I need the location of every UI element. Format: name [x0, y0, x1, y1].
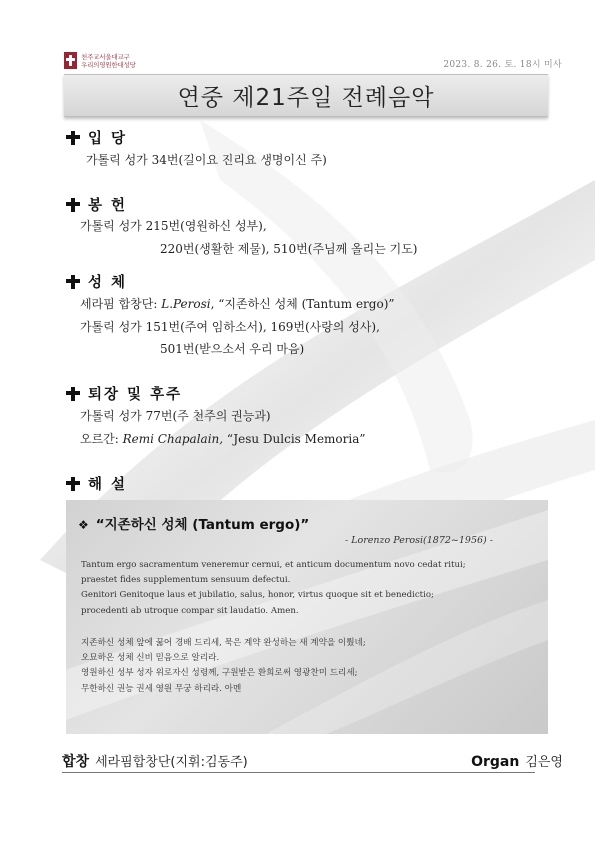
latin-line: Tantum ergo sacramentum veneremur cernui, et anticum documentum novo cedat ritui;: [81, 560, 466, 570]
cathedral-logo: [64, 52, 136, 69]
footer-organ: [471, 751, 563, 770]
communion-piece: , “지존하신 성체 (Tantum ergo)”: [210, 297, 395, 311]
communion-choir-label: 세라핌 합창단:: [80, 297, 162, 311]
cross-icon: [66, 477, 80, 491]
logo-line-1: 천주교서울대교구: [81, 52, 130, 61]
commentary-composer: - Lorenzo Perosi(1872~1956) -: [344, 535, 493, 546]
footer-choir: [62, 751, 248, 771]
communion-line-1: [80, 295, 395, 312]
cross-icon: [66, 275, 80, 289]
entrance-line: 가톨릭 성가 34번(길이요 진리요 생명이신 주): [86, 153, 327, 167]
organ-piece: “Jesu Dulcis Memoria”: [223, 432, 366, 446]
choir-value: 세라핌합창단(지휘:김동주): [95, 755, 248, 770]
latin-line: procedenti ab utroque compar sit laudatio. Amen.: [81, 605, 299, 616]
section-offertory-heading: [66, 194, 127, 215]
cross-icon: [66, 198, 80, 212]
korean-line: 지존하신 성체 앞에 꿇어 경배 드리세, 묵은 계약 완성하는 새 계약을 이뤘네;: [81, 638, 366, 648]
commentary-box: [66, 500, 548, 734]
choir-label: 합창: [62, 754, 90, 770]
section-title: 입 당: [88, 131, 128, 147]
recessional-line-2: [80, 430, 366, 447]
latin-text: [81, 558, 541, 619]
title-band: [64, 74, 548, 117]
section-title: 봉 헌: [88, 198, 128, 214]
section-communion-heading: [66, 271, 127, 292]
section-title: 퇴장 및 후주: [88, 387, 183, 403]
korean-line: 무한하신 권능 권세 영원 무궁 하리라. 아멘: [81, 683, 242, 694]
organ-footer-value: 김은영: [525, 755, 563, 770]
organ-composer: Remi Chapalain,: [122, 432, 224, 446]
latin-line: Genitori Genitoque laus et jubilatio, salus, honor, virtus quoque sit et benedictio;: [81, 590, 434, 601]
section-title: 성 체: [88, 275, 128, 291]
section-recessional-heading: [66, 383, 182, 404]
cross-icon: [66, 131, 80, 145]
korean-line: 영원하신 성부 성자 위로자신 성령께, 구원받은 환희로써 영광찬미 드리세;: [81, 668, 358, 679]
section-entrance-heading: [66, 127, 127, 148]
latin-line: praestet fides supplementum sensuum defectui.: [81, 575, 291, 586]
organ-footer-label: Organ: [471, 754, 520, 770]
footer-divider: [62, 772, 535, 773]
cross-icon: [66, 387, 80, 401]
mass-date: 2023. 8. 26. 토. 18시 미사: [443, 60, 562, 70]
logo-text: [81, 53, 136, 69]
section-commentary-heading: [66, 473, 127, 494]
logo-line-2: 우리의영원한대성당: [81, 60, 136, 69]
korean-line: 오묘하온 성체 신비 믿음으로 알리라.: [81, 653, 220, 664]
commentary-title-text: “지존하신 성체 (Tantum ergo)”: [95, 517, 310, 533]
communion-line-2: 가톨릭 성가 151번(주여 임하소서), 169번(사랑의 성사),: [80, 320, 380, 334]
communion-line-3: 501번(받으소서 우리 마음): [160, 342, 305, 356]
section-title: 해 설: [88, 477, 128, 493]
commentary-title: [78, 513, 309, 533]
korean-text: [81, 636, 541, 697]
offertory-line-1: 가톨릭 성가 215번(영원하신 성부),: [80, 219, 267, 233]
offertory-line-2: 220번(생활한 제물), 510번(주님께 올리는 기도): [160, 242, 418, 256]
communion-composer: L.Perosi: [161, 297, 211, 311]
cathedral-logo-icon: [64, 52, 77, 69]
recessional-line-1: 가톨릭 성가 77번(주 천주의 권능과): [80, 409, 271, 423]
page-title: 연중 제21주일 전례음악: [177, 85, 435, 111]
diamond-bullet-icon: ❖: [78, 518, 89, 532]
organ-label: 오르간:: [80, 432, 123, 446]
